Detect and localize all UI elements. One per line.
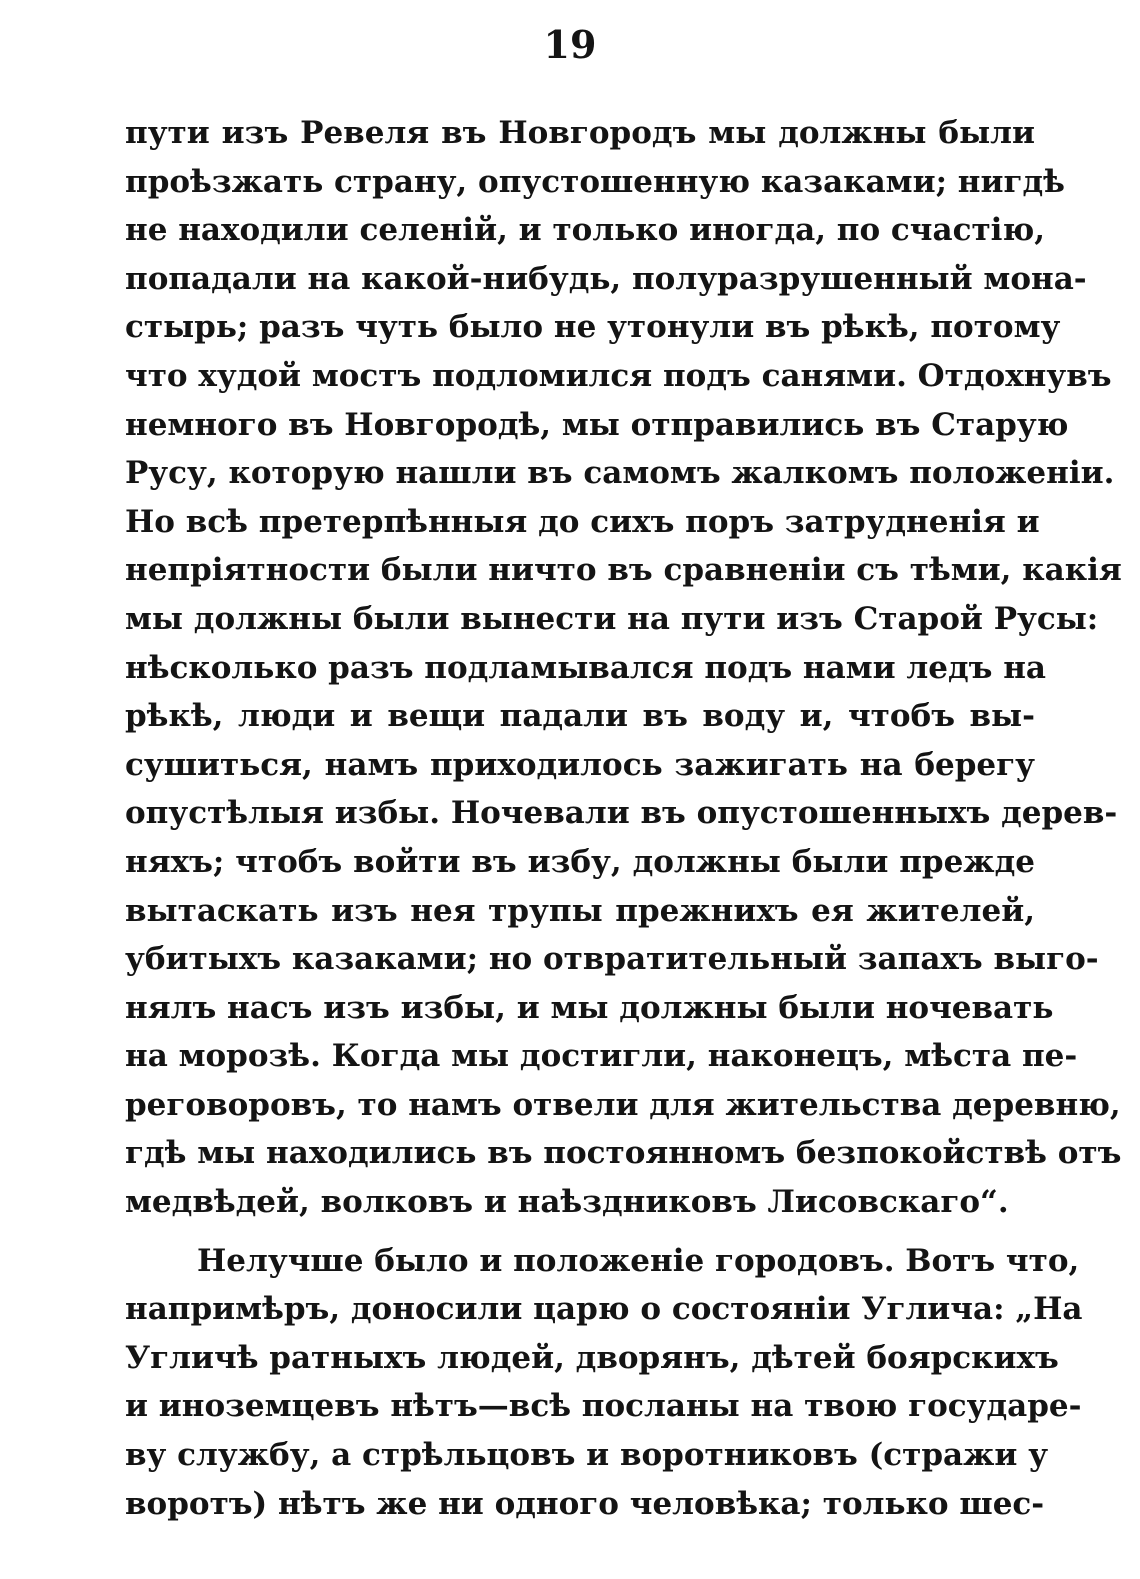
text-line: пути изъ Ревеля въ Новгородъ мы должны были	[125, 115, 1035, 151]
text-line: реговоровъ, то намъ отвели для жительства деревню,	[125, 1086, 1121, 1123]
text-line: ву службу, а стрѣльцовъ и воротниковъ (стражи у	[125, 1437, 1049, 1474]
text-line: опустѣлыя избы. Ночевали въ опустошенныхъ дерев-	[125, 795, 1118, 832]
text-line: на морозѣ. Когда мы достигли, наконецъ, мѣста пе-	[125, 1038, 1078, 1075]
text-line: проѣзжать страну, опустошенную казаками; нигдѣ	[125, 163, 1065, 200]
text-line: непріятности были ничто въ сравненіи съ тѣми, какія	[125, 552, 1122, 589]
text-line: медвѣдей, волковъ и наѣздниковъ Лисовскаго“.	[125, 1184, 1009, 1221]
text-line: рѣкѣ, люди и вещи падали въ воду и, чтобъ вы-	[125, 698, 1035, 735]
text-line: вытаскать изъ нея трупы прежнихъ ея жителей,	[125, 892, 1035, 929]
text-line: воротъ) нѣтъ же ни одного человѣка; только шес-	[125, 1485, 1045, 1522]
text-line: сушиться, намъ приходилось зажигать на берегу	[125, 746, 1035, 783]
text-line: няхъ; чтобъ войти въ избу, должны были прежде	[125, 843, 1035, 880]
text-line: Нелучше было и положеніе городовъ. Вотъ что,	[197, 1242, 1080, 1279]
text-line: не находили селеній, и только иногда, по счастію,	[125, 212, 1046, 249]
text-line: нѣсколько разъ подламывался подъ нами ледъ на	[125, 649, 1047, 686]
text-line: Но всѣ претерпѣнныя до сихъ поръ затрудненія и	[125, 503, 1040, 540]
text-line: Угличѣ ратныхъ людей, дворянъ, дѣтей боярскихъ	[125, 1339, 1059, 1376]
text-line: убитыхъ казаками; но отвратительный запахъ выго-	[125, 941, 1099, 978]
text-line: что худой мостъ подломился подъ санями. Отдохнувъ	[125, 357, 1112, 394]
text-line: стырь; разъ чуть было не утонули въ рѣкѣ, потому	[125, 309, 1061, 346]
paragraph-1	[125, 109, 1122, 1227]
text-line: и иноземцевъ нѣтъ—всѣ посланы на твою государе-	[125, 1388, 1082, 1425]
text-line: попадали на какой-нибудь, полуразрушенный мона-	[125, 260, 1087, 297]
text-line: мы должны были вынести на пути изъ Старой Русы:	[125, 600, 1099, 637]
page-number: 19	[543, 22, 597, 67]
text-line: нялъ насъ изъ избы, и мы должны были ночевать	[125, 989, 1054, 1026]
text-line: Русу, которую нашли въ самомъ жалкомъ положеніи.	[125, 455, 1115, 492]
paragraph-2	[125, 1237, 1083, 1529]
text-line: напримѣръ, доносили царю о состояніи Углича: „На	[125, 1291, 1083, 1328]
main-text	[125, 109, 1122, 1528]
text-line: гдѣ мы находились въ постоянномъ безпокойствѣ отъ	[125, 1135, 1122, 1172]
paragraph-gap	[125, 1227, 1035, 1237]
text-line: немного въ Новгородѣ, мы отправились въ Старую	[125, 406, 1069, 443]
